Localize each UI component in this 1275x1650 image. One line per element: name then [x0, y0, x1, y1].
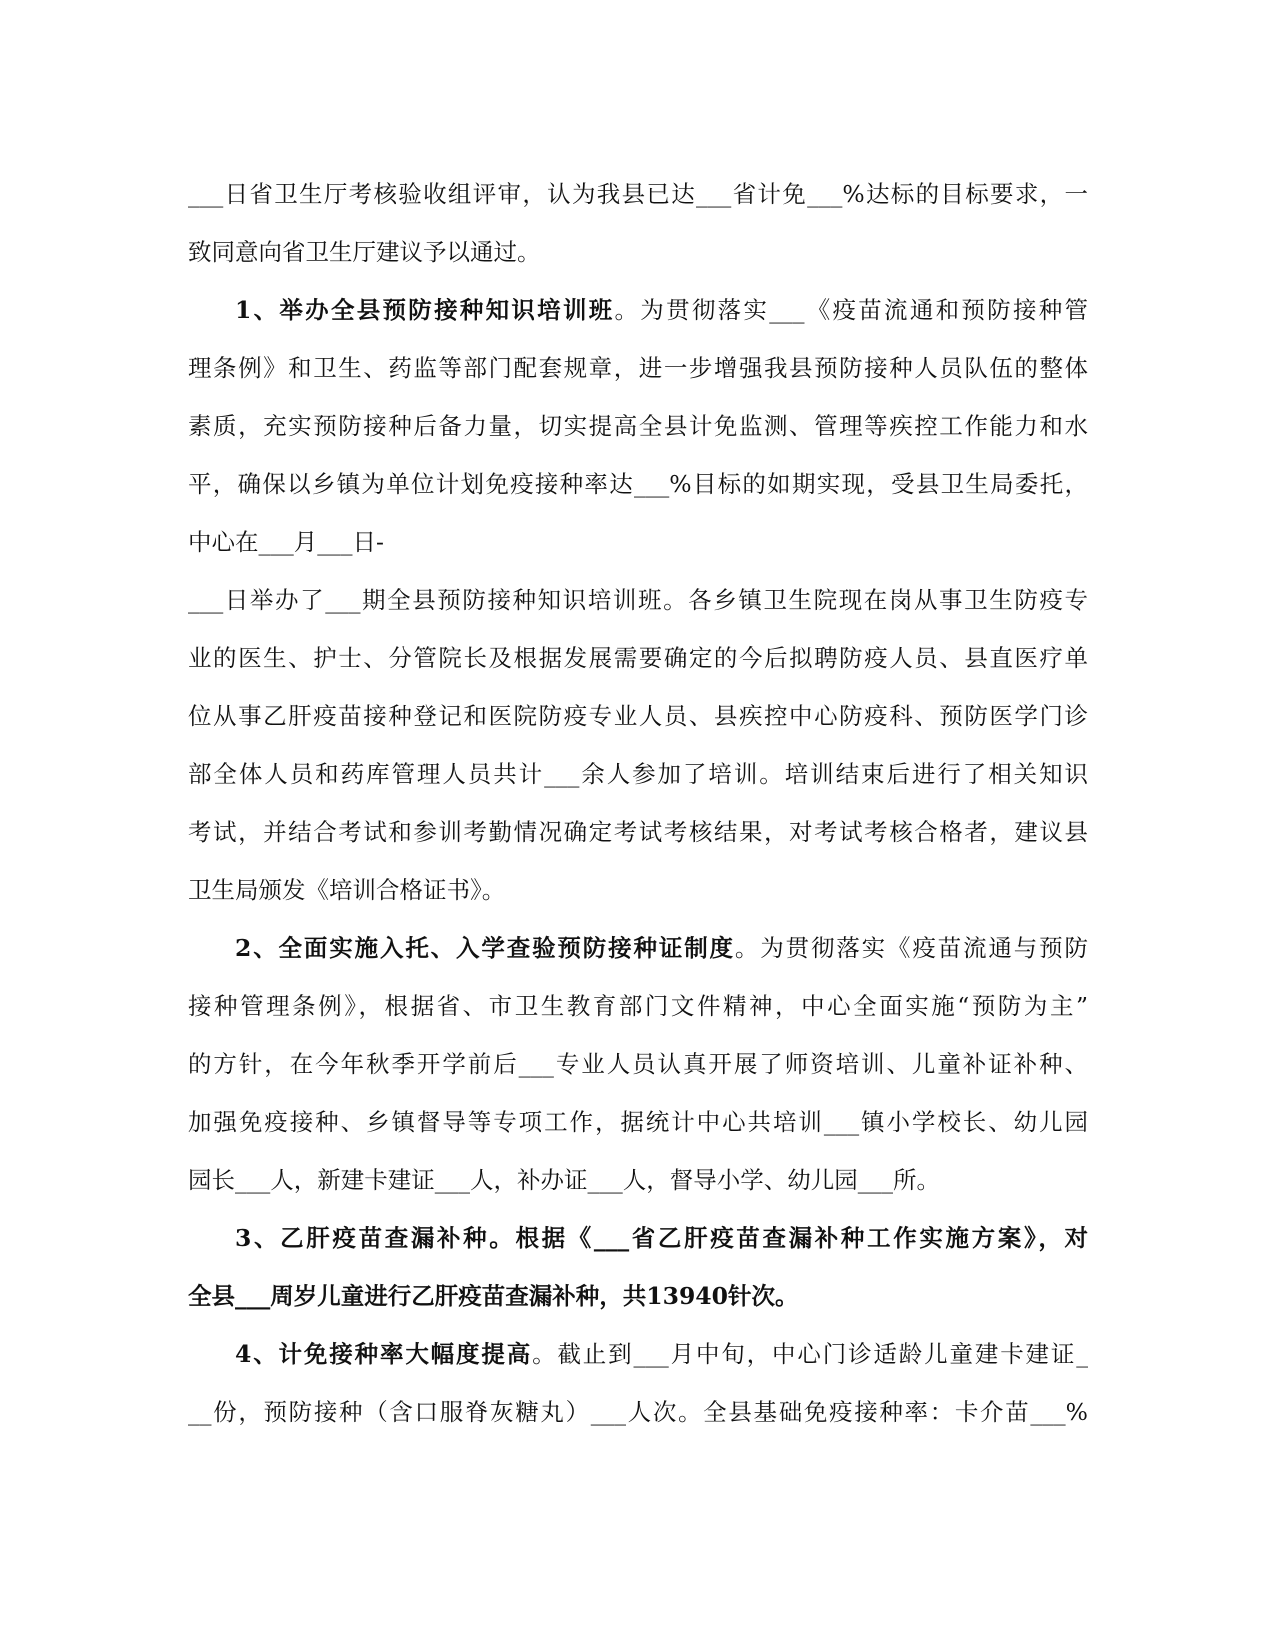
text-line — [188, 1093, 1088, 1151]
body-text: 的方针，在今年秋季开学前后___专业人员认真开展了师资培训、儿童补证补种、 — [188, 1050, 1088, 1078]
bold-heading-text: 1、举办全县预防接种知识培训班 — [235, 296, 615, 324]
bold-heading-text: 3、乙肝疫苗查漏补种。根据《___省乙肝疫苗查漏补种工作实施方案》，对 — [235, 1224, 1088, 1252]
body-text: 致同意向省卫生厅建议予以通过。 — [188, 238, 541, 266]
text-line — [188, 803, 1088, 861]
text-line — [188, 165, 1088, 223]
text-line — [188, 977, 1088, 1035]
body-text: 。截止到___月中旬，中心门诊适龄儿童建卡建证_ — [532, 1340, 1089, 1368]
body-text: 。为贯彻落实___《疫苗流通和预防接种管 — [614, 296, 1089, 324]
body-text: ___日省卫生厅考核验收组评审，认为我县已达___省计免___%达标的目标要求，一 — [188, 180, 1088, 208]
text-line — [188, 455, 1088, 513]
text-line — [188, 629, 1088, 687]
body-text: 接种管理条例》，根据省、市卫生教育部门文件精神，中心全面实施“预防为主” — [188, 992, 1088, 1020]
body-text: 业的医生、护士、分管院长及根据发展需要确定的今后拟聘防疫人员、县直医疗单 — [188, 644, 1088, 672]
bold-heading-text: 2、全面实施入托、入学查验预防接种证制度 — [235, 934, 735, 962]
text-line — [188, 687, 1088, 745]
text-line — [188, 1325, 1088, 1383]
bold-heading-text: 全县___周岁儿童进行乙肝疫苗查漏补种，共13940针次。 — [188, 1282, 799, 1310]
text-line — [188, 223, 1088, 281]
body-text: 。为贯彻落实《疫苗流通与预防 — [734, 934, 1088, 962]
text-line — [188, 1209, 1088, 1267]
text-line — [188, 1035, 1088, 1093]
text-line — [188, 919, 1088, 977]
body-text: 部全体人员和药库管理人员共计___余人参加了培训。培训结束后进行了相关知识 — [188, 760, 1088, 788]
text-line — [188, 745, 1088, 803]
text-line — [188, 861, 1088, 919]
body-text: 平，确保以乡镇为单位计划免疫接种率达___%目标的如期实现，受县卫生局委托， — [188, 470, 1088, 498]
text-line — [188, 571, 1088, 629]
bold-heading-text: 4、计免接种率大幅度提高 — [235, 1340, 533, 1368]
body-text: __份，预防接种（含口服脊灰糖丸）___人次。全县基础免疫接种率：卡介苗___% — [188, 1398, 1088, 1426]
document-body — [188, 165, 1088, 1441]
body-text: 卫生局颁发《培训合格证书》。 — [188, 876, 506, 904]
text-line — [188, 1151, 1088, 1209]
body-text: 位从事乙肝疫苗接种登记和医院防疫专业人员、县疾控中心防疫科、预防医学门诊 — [188, 702, 1088, 730]
body-text: 中心在___月___日- — [188, 528, 384, 556]
body-text: 加强免疫接种、乡镇督导等专项工作，据统计中心共培训___镇小学校长、幼儿园 — [188, 1108, 1088, 1136]
text-line — [188, 513, 1088, 571]
body-text: 理条例》和卫生、药监等部门配套规章，进一步增强我县预防接种人员队伍的整体 — [188, 354, 1088, 382]
text-line — [188, 1267, 1088, 1325]
body-text: 园长___人，新建卡建证___人，补办证___人，督导小学、幼儿园___所。 — [188, 1166, 940, 1194]
text-line — [188, 397, 1088, 455]
text-line — [188, 1383, 1088, 1441]
body-text: ___日举办了___期全县预防接种知识培训班。各乡镇卫生院现在岗从事卫生防疫专 — [188, 586, 1088, 614]
body-text: 考试，并结合考试和参训考勤情况确定考试考核结果，对考试考核合格者，建议县 — [188, 818, 1088, 846]
body-text: 素质，充实预防接种后备力量，切实提高全县计免监测、管理等疾控工作能力和水 — [188, 412, 1088, 440]
text-line — [188, 281, 1088, 339]
text-line — [188, 339, 1088, 397]
